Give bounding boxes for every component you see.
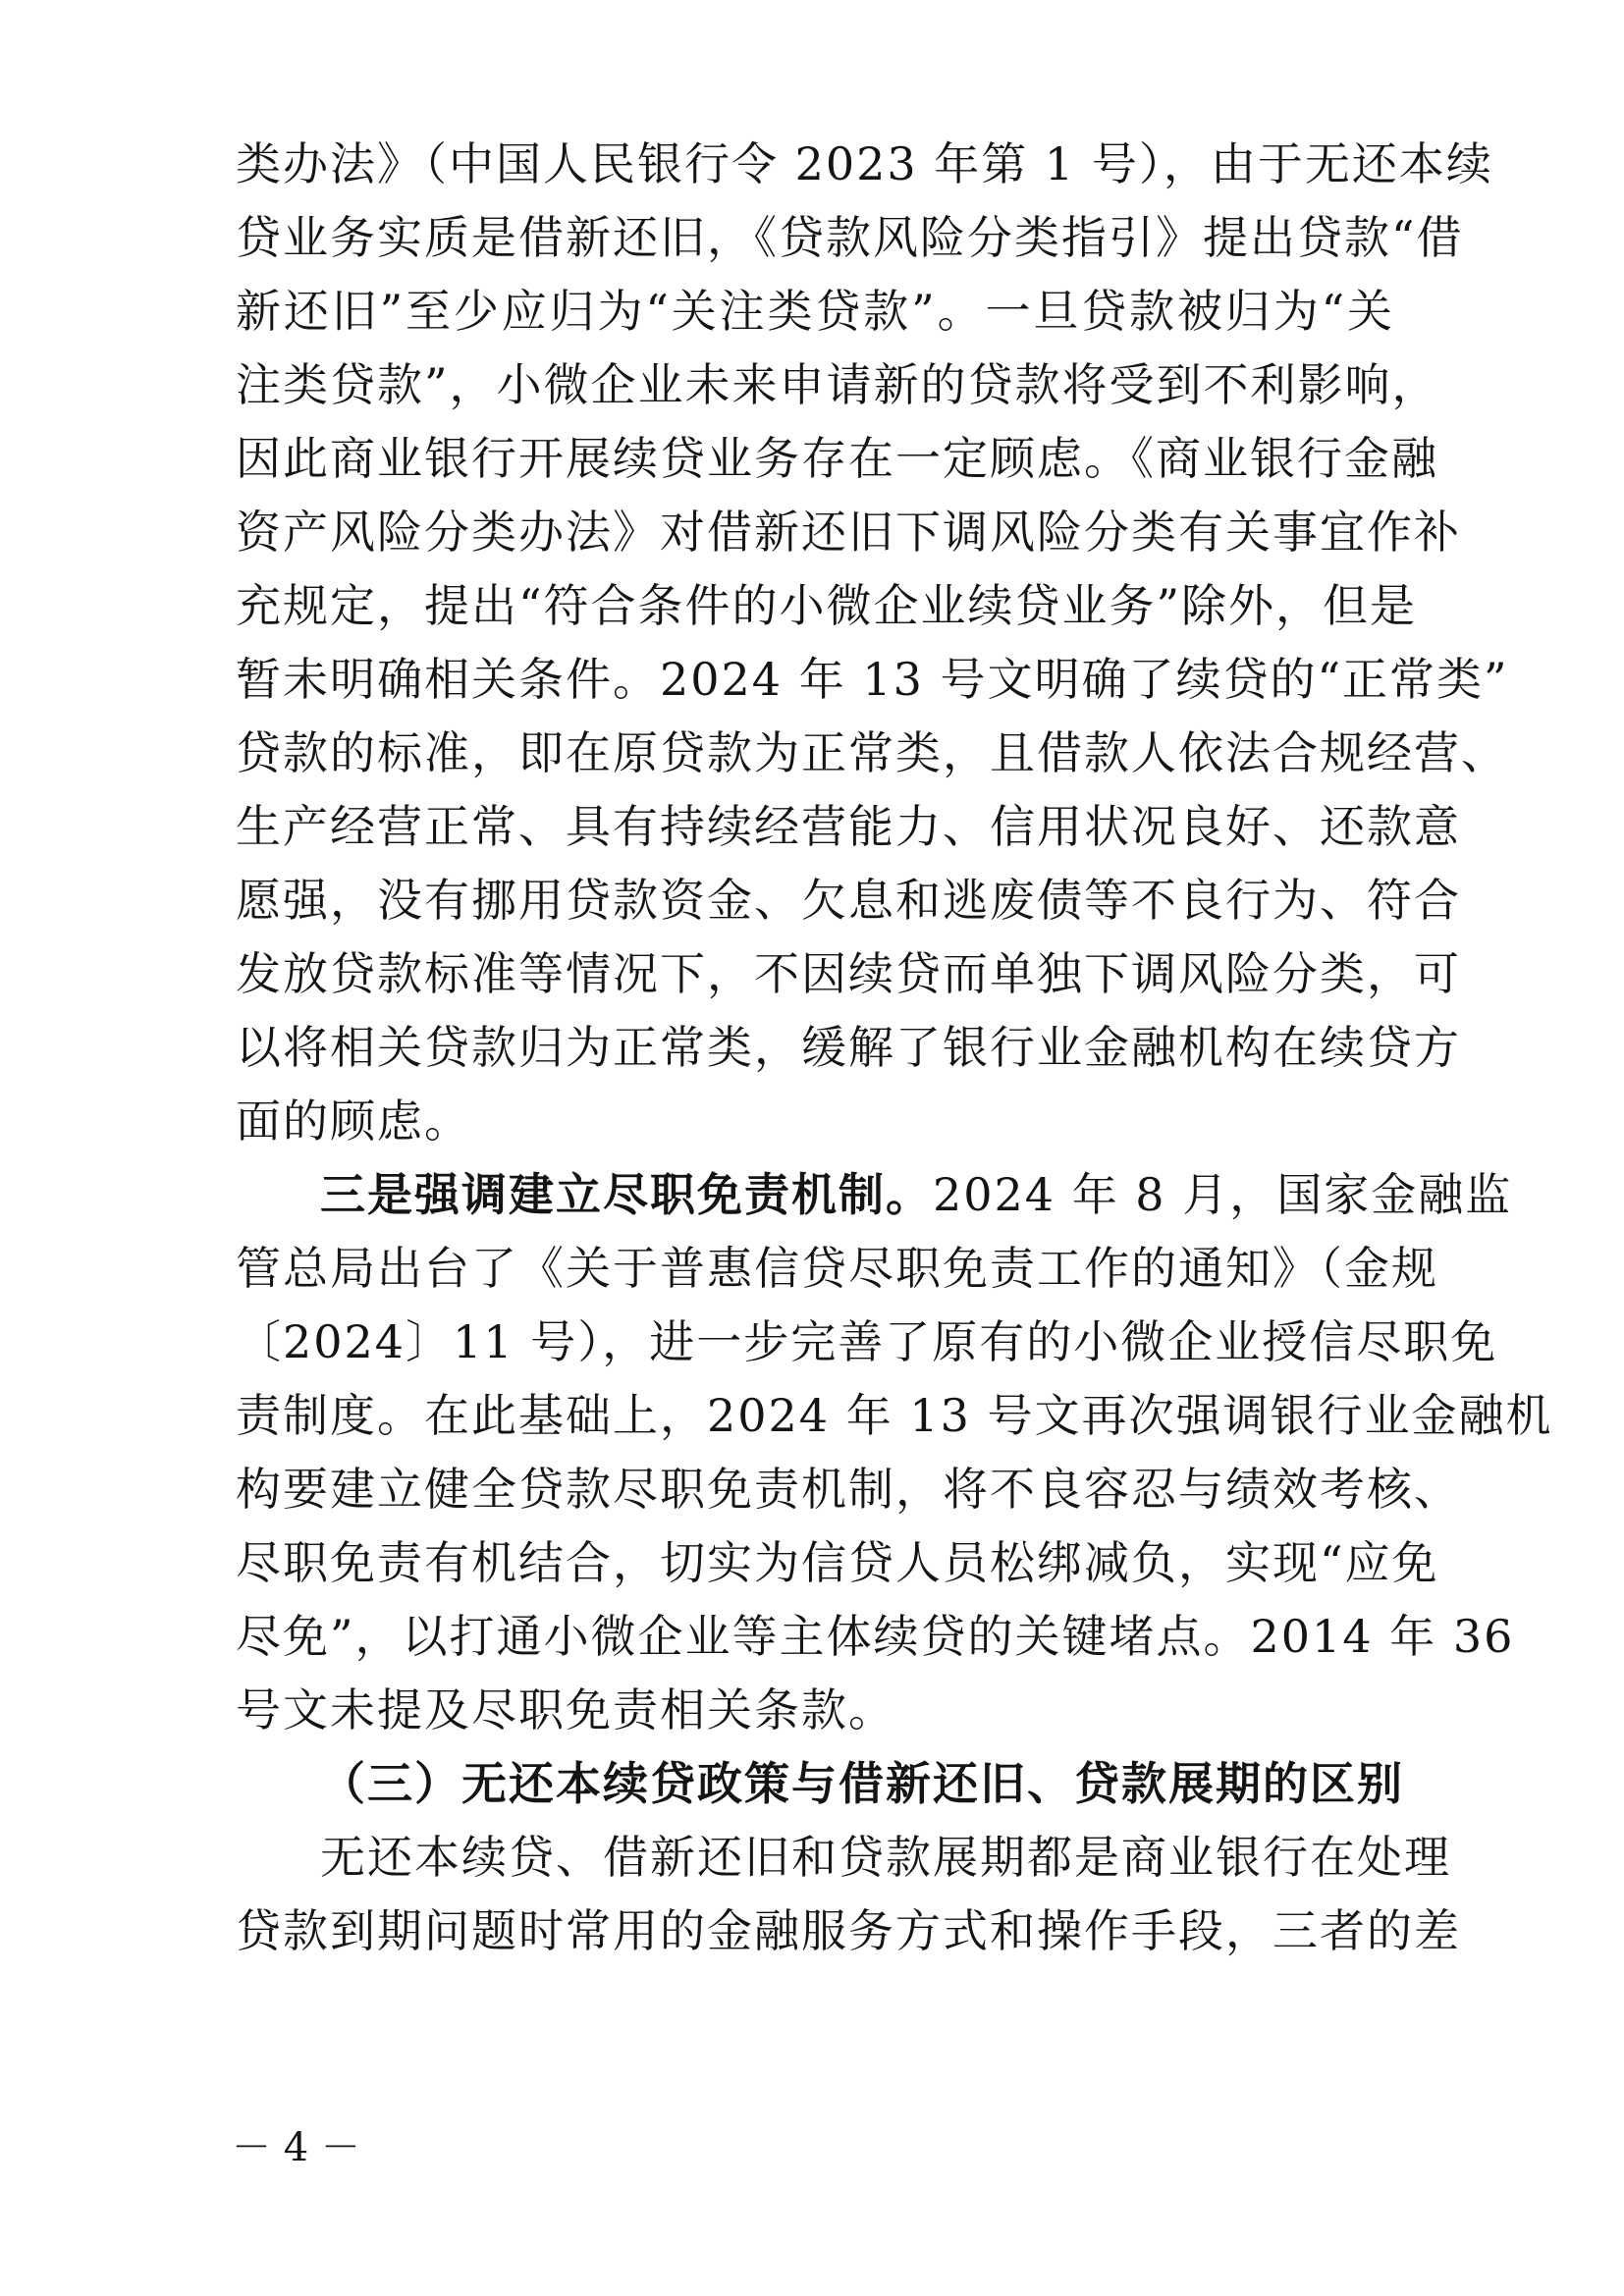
paragraph-1-line: 面的顾虑。 bbox=[236, 1095, 471, 1148]
paragraph-1-line: 资产风险分类办法》对借新还旧下调风险分类有关事宜作补 bbox=[236, 506, 1461, 559]
paragraph-1-line: 以将相关贷款归为正常类，缓解了银行业金融机构在续贷方 bbox=[236, 1021, 1461, 1074]
paragraph-1-line: 类办法》（中国人民银行令 2023 年第 1 号），由于无还本续 bbox=[236, 137, 1493, 190]
paragraph-1-line: 愿强，没有挪用贷款资金、欠息和逃废债等不良行为、符合 bbox=[236, 874, 1461, 927]
paragraph-2-line1-rest: 2024 年 8 月，国家金融监 bbox=[933, 1168, 1513, 1221]
paragraph-1-line: 贷款的标准，即在原贷款为正常类，且借款人依法合规经营、 bbox=[236, 726, 1508, 779]
paragraph-1-line: 贷业务实质是借新还旧，《贷款风险分类指引》提出贷款“借 bbox=[236, 211, 1464, 264]
paragraph-2-line: 尽职免责有机结合，切实为信贷人员松绑减负，实现“应免 bbox=[236, 1536, 1439, 1589]
paragraph-2-line: 责制度。在此基础上，2024 年 13 号文再次强调银行业金融机 bbox=[236, 1389, 1553, 1442]
section-heading: （三）无还本续贷政策与借新还旧、贷款展期的区别 bbox=[320, 1757, 1404, 1810]
paragraph-2-line: 尽免”，以打通小微企业等主体续贷的关键堵点。2014 年 36 bbox=[236, 1610, 1515, 1663]
paragraph-2-first-line bbox=[320, 1165, 1513, 1224]
paragraph-3-line: 贷款到期问题时常用的金融服务方式和操作手段，三者的差 bbox=[236, 1904, 1461, 1957]
paragraph-1-line: 暂未明确相关条件。2024 年 13 号文明确了续贷的“正常类” bbox=[236, 653, 1509, 706]
paragraph-2-line: 〔2024〕11 号），进一步完善了原有的小微企业授信尽职免 bbox=[236, 1315, 1498, 1368]
paragraph-1-line: 新还旧”至少应归为“关注类贷款”。一旦贷款被归为“关 bbox=[236, 285, 1394, 338]
paragraph-1-line: 发放贷款标准等情况下，不因续贷而单独下调风险分类，可 bbox=[236, 947, 1461, 1000]
paragraph-2-line: 构要建立健全贷款尽职免责机制，将不良容忍与绩效考核、 bbox=[236, 1463, 1461, 1516]
paragraph-1-line: 生产经营正常、具有持续经营能力、信用状况良好、还款意 bbox=[236, 800, 1461, 853]
paragraph-2-lead: 三是强调建立尽职免责机制。 bbox=[320, 1168, 933, 1221]
paragraph-1-line: 注类贷款”，小微企业未来申请新的贷款将受到不利影响， bbox=[236, 358, 1439, 411]
paragraph-1-line: 充规定，提出“符合条件的小微企业续贷业务”除外，但是 bbox=[236, 579, 1418, 632]
paragraph-3-line: 无还本续贷、借新还旧和贷款展期都是商业银行在处理 bbox=[320, 1831, 1451, 1884]
paragraph-1-line: 因此商业银行开展续贷业务存在一定顾虑。《商业银行金融 bbox=[236, 432, 1438, 485]
paragraph-2-line: 管总局出台了《关于普惠信贷尽职免责工作的通知》（金规 bbox=[236, 1242, 1438, 1295]
paragraph-2-line: 号文未提及尽职免责相关条款。 bbox=[236, 1683, 895, 1736]
page-number: － 4 － bbox=[232, 2125, 360, 2170]
